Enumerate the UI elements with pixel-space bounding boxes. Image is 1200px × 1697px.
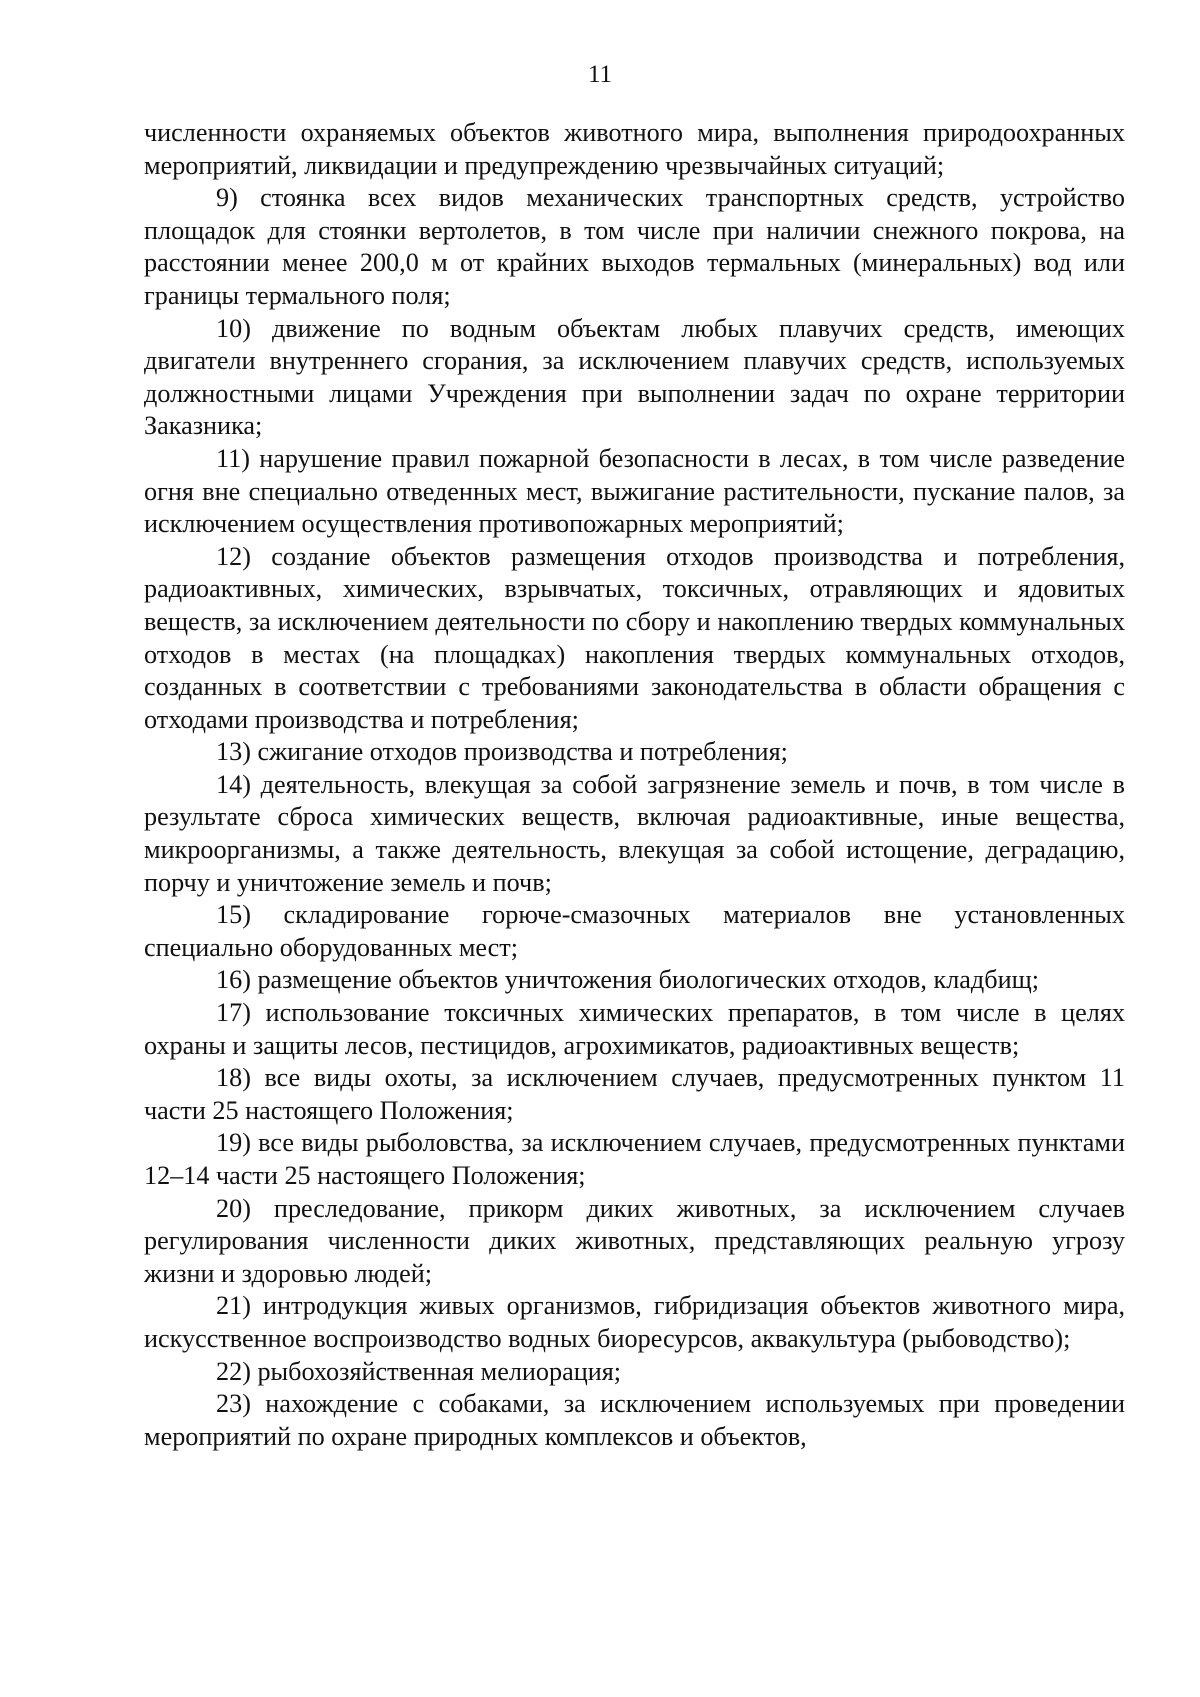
list-item-14: 14) деятельность, влекущая за собой загрязнение земель и почв, в том числе в результате сброса химических веществ, включая радиоактивные, иные вещества, микроорганизмы, а также деятельность, влекущая за собой истощение, деградацию, порчу и уничтожение земель и почв; bbox=[144, 769, 1125, 897]
list-item-11: 11) нарушение правил пожарной безопасности в лесах, в том числе разведение огня вне специально отведенных мест, выжигание растительности, пускание палов, за исключением осуществления противопожарных мероприятий; bbox=[144, 443, 1125, 539]
list-item-19: 19) все виды рыболовства, за исключением случаев, предусмотренных пунктами 12–14 части 25 настоящего Положения; bbox=[144, 1128, 1125, 1190]
list-item-17: 17) использование токсичных химических препаратов, в том числе в целях охраны и защиты лесов, пестицидов, агрохимикатов, радиоактивных веществ; bbox=[144, 998, 1125, 1060]
list-item-20: 20) преследование, прикорм диких животных, за исключением случаев регулирования численности диких животных, представляющих реальную угрозу жизни и здоровью людей; bbox=[144, 1193, 1125, 1288]
list-item-16: 16) размещение объектов уничтожения биологических отходов, кладбищ; bbox=[216, 965, 1040, 995]
list-item-9: 9) стоянка всех видов механических транспортных средств, устройство площадок для стоянки вертолетов, в том числе при наличии снежного покрова, на расстоянии менее 200,0 м от крайних выходов термальных (минеральных) вод или границы термального поля; bbox=[144, 183, 1125, 310]
list-item-15: 15) складирование горюче-смазочных материалов вне установленных специально оборудованных мест; bbox=[144, 900, 1125, 962]
list-item-23: 23) нахождение с собаками, за исключением используемых при проведении мероприятий по охране природных комплексов и объектов, bbox=[144, 1389, 1125, 1451]
list-item-21: 21) интродукция живых организмов, гибридизация объектов животного мира, искусственное воспроизводство водных биоресурсов, аквакультура (рыбоводство); bbox=[144, 1291, 1125, 1353]
list-item-18: 18) все виды охоты, за исключением случаев, предусмотренных пунктом 11 части 25 настоящего Положения; bbox=[144, 1063, 1125, 1125]
document-body bbox=[144, 117, 1125, 1453]
list-item-22: 22) рыбохозяйственная мелиорация; bbox=[216, 1356, 622, 1386]
list-item-10: 10) движение по водным объектам любых плавучих средств, имеющих двигатели внутреннего сгорания, за исключением плавучих средств, используемых должностными лицами Учреждения при выполнении задач по охране территории Заказника; bbox=[144, 313, 1125, 441]
page-number: 11 bbox=[587, 61, 613, 88]
list-item-13: 13) сжигание отходов производства и потребления; bbox=[216, 737, 788, 767]
list-item-12: 12) создание объектов размещения отходов производства и потребления, радиоактивных, химических, взрывчатых, токсичных, отравляющих и ядовитых веществ, за исключением деятельности по сбору и накоплению твердых коммунальных отходов в местах (на площадках) накопления твердых коммунальных отходов, созданных в соответствии с требованиями законодательства в области обращения с отходами производства и потребления; bbox=[144, 541, 1125, 734]
paragraph-continuation: численности охраняемых объектов животного мира, выполнения природоохранных мероприятий, ликвидации и предупреждению чрезвычайных ситуаций; bbox=[144, 118, 1125, 180]
